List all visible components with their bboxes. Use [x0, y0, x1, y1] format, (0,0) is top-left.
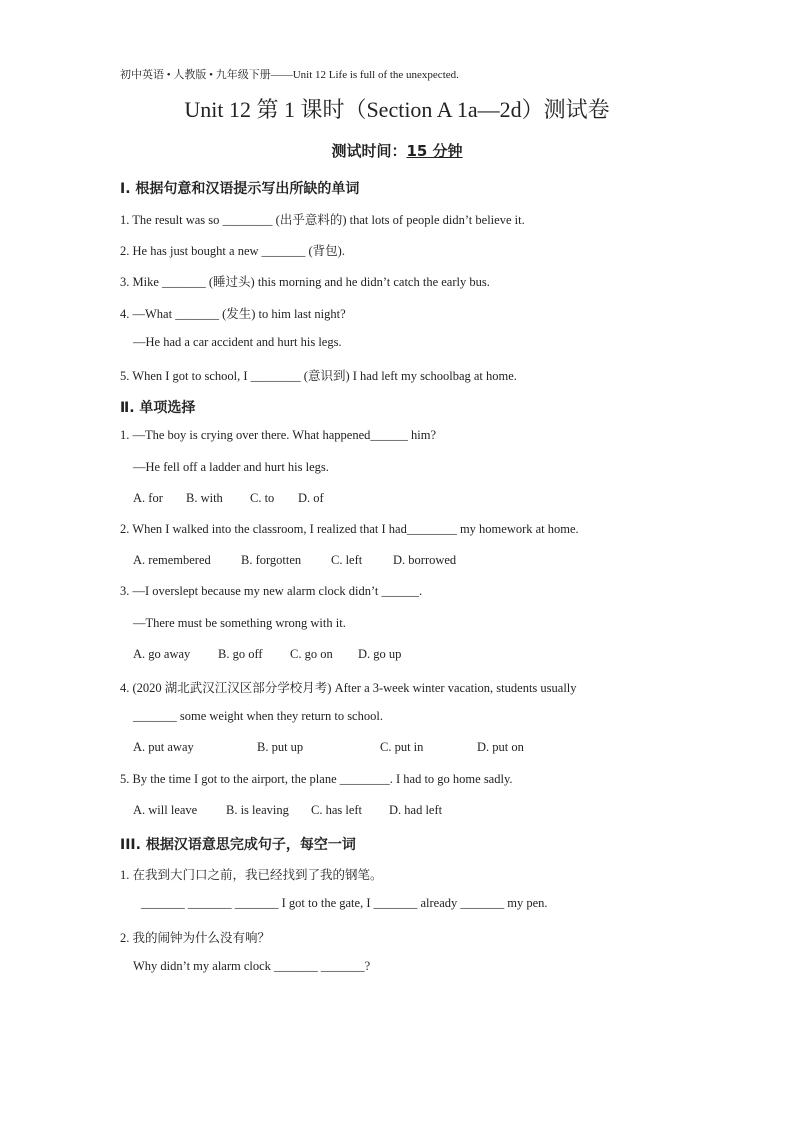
section-3-q1-english: _______ _______ _______ I got to the gate, I _______ already _______ my pen. [141, 896, 548, 910]
section-2-q5-stem: 5. By the time I got to the airport, the plane ________. I had to go home sadly. [120, 772, 513, 786]
section-2-q2-option-c: C. left [331, 553, 363, 567]
section-3-heading: III. 根据汉语意思完成句子，每空一词 [120, 837, 356, 853]
section-2-q4-option-a: A. put away [133, 740, 194, 754]
section-2-q1-option-b: B. with [186, 491, 223, 505]
section-2-q4-option-c: C. put in [380, 740, 424, 754]
section-2-q3-stem: 3. —I overslept because my new alarm clock didn’t ______. [120, 584, 423, 598]
section-2-q5-option-b: B. is leaving [226, 803, 289, 817]
section-3-q1-chinese: 1. 在我到大门口之前，我已经找到了我的钢笔。 [120, 868, 383, 882]
section-1-heading: Ⅰ. 根据句意和汉语提示写出所缺的单词 [120, 181, 360, 197]
section-2-heading: Ⅱ. 单项选择 [120, 400, 196, 416]
section-2-q4-continued: _______ some weight when they return to school. [133, 709, 383, 723]
test-time [0, 140, 794, 161]
section-2-q4-option-d: D. put on [477, 740, 524, 754]
section-2-q1-option-a: A. for [133, 491, 163, 505]
section-2-q2-option-b: B. forgotten [241, 553, 302, 567]
test-time-value: 15 分钟 [406, 142, 463, 160]
section-2-q2-stem: 2. When I walked into the classroom, I realized that I had________ my homework at home. [120, 522, 579, 536]
section-2-q5-option-a: A. will leave [133, 803, 198, 817]
page-title: Unit 12 第 1 课时（Section A 1a—2d）测试卷 [184, 97, 610, 122]
section-2-q3-option-c: C. go on [290, 647, 333, 661]
course-header: 初中英语 • 人教版 • 九年级下册——Unit 12 Life is full of the unexpected. [120, 69, 459, 81]
section-1-question-1: 1. The result was so ________ (出乎意料的) that lots of people didn’t believe it. [120, 213, 525, 227]
test-time-label: 测试时间： [331, 142, 407, 160]
section-1-question-4-reply: —He had a car accident and hurt his legs. [133, 335, 342, 349]
section-1-question-3: 3. Mike _______ (睡过头) this morning and he didn’t catch the early bus. [120, 275, 490, 289]
section-1-question-5: 5. When I got to school, I ________ (意识到) I had left my schoolbag at home. [120, 369, 517, 383]
section-2-q1-stem: 1. —The boy is crying over there. What happened______ him? [120, 428, 437, 442]
section-1-question-2: 2. He has just bought a new _______ (背包). [120, 244, 345, 258]
section-2-q1-option-d: D. of [298, 491, 324, 505]
section-2-q3-reply: —There must be something wrong with it. [133, 616, 346, 630]
section-2-q4-stem: 4. (2020 湖北武汉江汉区部分学校月考) After a 3-week winter vacation, students usually [120, 681, 577, 695]
section-3-q2-chinese: 2. 我的闹钟为什么没有响？ [120, 931, 271, 945]
section-2-q3-option-a: A. go away [133, 647, 191, 661]
section-2-q3-option-b: B. go off [218, 647, 263, 661]
section-2-q2-option-a: A. remembered [133, 553, 211, 567]
section-2-q1-reply: —He fell off a ladder and hurt his legs. [133, 460, 329, 474]
section-3-q2-english: Why didn’t my alarm clock _______ _______? [133, 959, 371, 973]
section-2-q4-option-b: B. put up [257, 740, 304, 754]
section-2-q1-option-c: C. to [250, 491, 275, 505]
section-2-q5-option-d: D. had left [389, 803, 443, 817]
section-2-q3-option-d: D. go up [358, 647, 402, 661]
section-1-question-4: 4. —What _______ (发生) to him last night? [120, 307, 346, 321]
section-2-q2-option-d: D. borrowed [393, 553, 457, 567]
section-2-q5-option-c: C. has left [311, 803, 363, 817]
